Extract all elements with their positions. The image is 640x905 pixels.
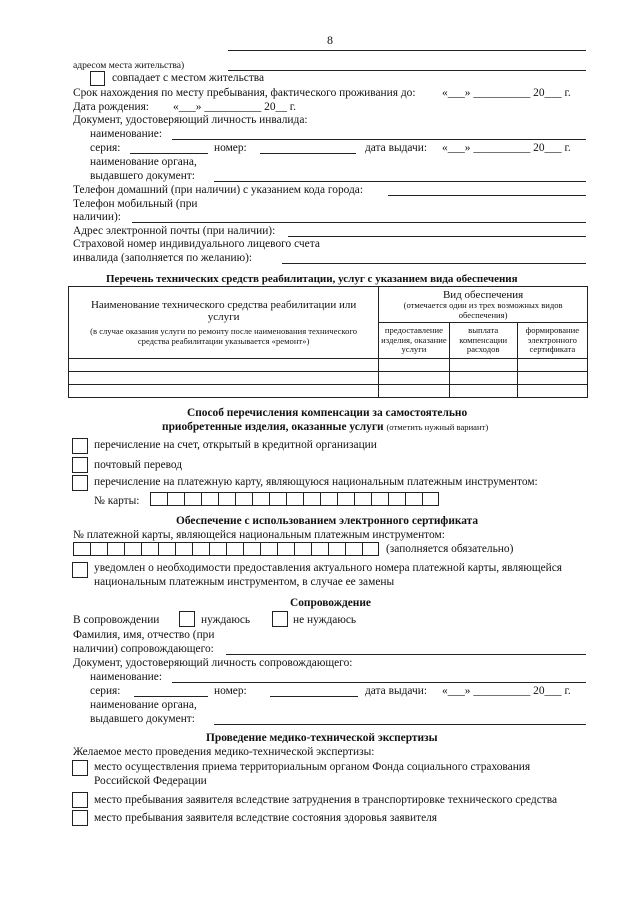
id-number-field[interactable] bbox=[260, 153, 356, 154]
id-number-label: номер: bbox=[214, 142, 247, 154]
expertise-option-1a: место осуществления приема территориальным органом Фонда социального страхования bbox=[94, 761, 531, 773]
id-authority-label-2: выдавшего документ: bbox=[90, 170, 195, 182]
certificate-title: Обеспечение с использованием электронного сертификата bbox=[176, 515, 479, 527]
birth-date-value[interactable]: «___» __________ 20__ г. bbox=[173, 101, 296, 113]
mobile-phone-label-1: Телефон мобильный (при bbox=[73, 198, 198, 210]
certificate-card-label: № платежной карты, являющейся национальным платежным инструментом: bbox=[73, 529, 445, 541]
escort-authority-label-1: наименование органа, bbox=[90, 699, 197, 711]
compensation-option-account: перечисление на счет, открытый в кредитной организации bbox=[94, 439, 377, 451]
escort-fio-label-1: Фамилия, имя, отчество (при bbox=[73, 629, 215, 641]
compensation-account-checkbox[interactable] bbox=[72, 438, 88, 454]
home-phone-label: Телефон домашний (при наличии) с указанием кода города: bbox=[73, 184, 364, 196]
rehab-subcol-certificate: формирование электронного сертификата bbox=[517, 323, 587, 359]
escort-doc-title: Документ, удостоверяющий личность сопровождающего: bbox=[73, 657, 353, 669]
certificate-notice-1: уведомлен о необходимости предоставления актуального номера платежной карты, являющейся bbox=[94, 562, 563, 574]
id-issue-date-label: дата выдачи: bbox=[365, 142, 427, 154]
expertise-health-checkbox[interactable] bbox=[72, 810, 88, 826]
expertise-fss-checkbox[interactable] bbox=[72, 760, 88, 776]
escort-series-field[interactable] bbox=[134, 696, 208, 697]
expertise-title: Проведение медико-технической экспертизы bbox=[206, 732, 438, 744]
compensation-title-line-2 bbox=[162, 421, 488, 434]
escort-number-label: номер: bbox=[214, 685, 247, 697]
home-phone-field[interactable] bbox=[388, 195, 586, 196]
rehab-col-name-header bbox=[69, 287, 379, 359]
escort-needs-label: нуждаюсь bbox=[201, 614, 251, 626]
stay-term-date[interactable]: «___» __________ 20___ г. bbox=[442, 87, 571, 99]
address-line-bottom[interactable] bbox=[228, 70, 586, 71]
birth-date-label: Дата рождения: bbox=[73, 101, 149, 113]
escort-no-needs-label: не нуждаюсь bbox=[293, 614, 357, 626]
escort-number-field[interactable] bbox=[270, 696, 358, 697]
certificate-notice-2: национальным платежным инструментом, в случае ее замены bbox=[94, 576, 395, 588]
escort-authority-field[interactable] bbox=[214, 724, 586, 725]
escort-fio-field[interactable] bbox=[226, 654, 586, 655]
id-name-label: наименование: bbox=[90, 128, 162, 140]
expertise-question: Желаемое место проведения медико-технической экспертизы: bbox=[73, 746, 375, 758]
rehab-table-title: Перечень технических средств реабилитации, услуг с указанием вида обеспечения bbox=[106, 273, 518, 285]
email-field[interactable] bbox=[288, 236, 586, 237]
snils-label-2: инвалида (заполняется по желанию): bbox=[73, 252, 253, 264]
stay-term-label: Срок нахождения по месту пребывания, фактического проживания до: bbox=[73, 87, 416, 99]
mobile-phone-label-2: наличии): bbox=[73, 211, 121, 223]
compensation-title-1: Способ перечисления компенсации за самостоятельно bbox=[187, 407, 468, 419]
escort-title: Сопровождение bbox=[290, 597, 371, 609]
id-series-label: серия: bbox=[90, 142, 121, 154]
expertise-transport-checkbox[interactable] bbox=[72, 792, 88, 808]
escort-authority-label-2: выдавшего документ: bbox=[90, 713, 195, 725]
escort-issue-date-value[interactable]: «___» __________ 20___ г. bbox=[442, 685, 571, 697]
address-label: адресом места жительства) bbox=[73, 60, 185, 71]
id-authority-label-1: наименование органа, bbox=[90, 156, 197, 168]
expertise-option-2: место пребывания заявителя вследствие затруднения в транспортировке технического средства bbox=[94, 794, 558, 806]
rehab-col-type: Вид обеспечения bbox=[442, 289, 524, 301]
page-number: 8 bbox=[327, 33, 333, 47]
table-row[interactable] bbox=[69, 359, 588, 372]
escort-name-field[interactable] bbox=[172, 682, 586, 683]
rehab-col-type-note: (отмечается один из трех возможных видов обеспечения) bbox=[403, 300, 563, 320]
escort-fio-label-2: наличии) сопровождающего: bbox=[73, 643, 214, 655]
compensation-option-card: перечисление на платежную карту, являющуюся национальным платежным инструментом: bbox=[94, 476, 538, 488]
snils-label-1: Страховой номер индивидуального лицевого счета bbox=[73, 238, 320, 250]
id-authority-field[interactable] bbox=[214, 181, 586, 182]
expertise-option-3: место пребывания заявителя вследствие состояния здоровья заявителя bbox=[94, 812, 438, 824]
certificate-notice-checkbox[interactable] bbox=[72, 562, 88, 578]
card-number-label: № карты: bbox=[94, 495, 140, 507]
rehab-col-type-header bbox=[379, 287, 588, 323]
certificate-mandatory: (заполняется обязательно) bbox=[386, 543, 514, 555]
same-as-residence-label: совпадает с местом жительства bbox=[112, 72, 265, 84]
escort-series-label: серия: bbox=[90, 685, 121, 697]
rehab-col-name-note: (в случае оказания услуги по ремонту после наименования технического средства реабилитации указывается «ремонт») bbox=[90, 326, 358, 346]
compensation-card-checkbox[interactable] bbox=[72, 475, 88, 491]
rehab-subcol-provide: предоставление изделия, оказание услуги bbox=[379, 323, 449, 359]
id-issue-date-value[interactable]: «___» __________ 20___ г. bbox=[442, 142, 571, 154]
snils-field[interactable] bbox=[282, 263, 586, 264]
address-line-top[interactable] bbox=[228, 50, 586, 51]
compensation-title-note: (отметить нужный вариант) bbox=[386, 422, 489, 432]
id-document-title: Документ, удостоверяющий личность инвалида: bbox=[73, 114, 308, 126]
certificate-card-cells[interactable] bbox=[73, 542, 379, 556]
escort-name-label: наименование: bbox=[90, 671, 162, 683]
compensation-title-2: приобретенные изделия, оказанные услуги bbox=[162, 421, 384, 433]
compensation-option-postal: почтовый перевод bbox=[94, 459, 183, 471]
table-row[interactable] bbox=[69, 372, 588, 385]
mobile-phone-field[interactable] bbox=[132, 222, 586, 223]
id-name-field[interactable] bbox=[172, 139, 586, 140]
compensation-postal-checkbox[interactable] bbox=[72, 457, 88, 473]
escort-needs-checkbox[interactable] bbox=[179, 611, 195, 627]
id-series-field[interactable] bbox=[130, 153, 208, 154]
expertise-option-1b: Российской Федерации bbox=[94, 775, 207, 787]
rehab-subcol-compensation: выплата компенсации расходов bbox=[449, 323, 517, 359]
rehab-col-name: Наименование технического средства реабилитации или услуги bbox=[90, 298, 357, 324]
rehab-table bbox=[68, 286, 588, 398]
table-row[interactable] bbox=[69, 385, 588, 398]
escort-issue-date-label: дата выдачи: bbox=[365, 685, 427, 697]
escort-no-needs-checkbox[interactable] bbox=[272, 611, 288, 627]
same-as-residence-checkbox[interactable] bbox=[90, 71, 105, 86]
escort-label: В сопровождении bbox=[73, 614, 160, 626]
email-label: Адрес электронной почты (при наличии): bbox=[73, 225, 276, 237]
card-number-cells[interactable] bbox=[150, 492, 439, 506]
